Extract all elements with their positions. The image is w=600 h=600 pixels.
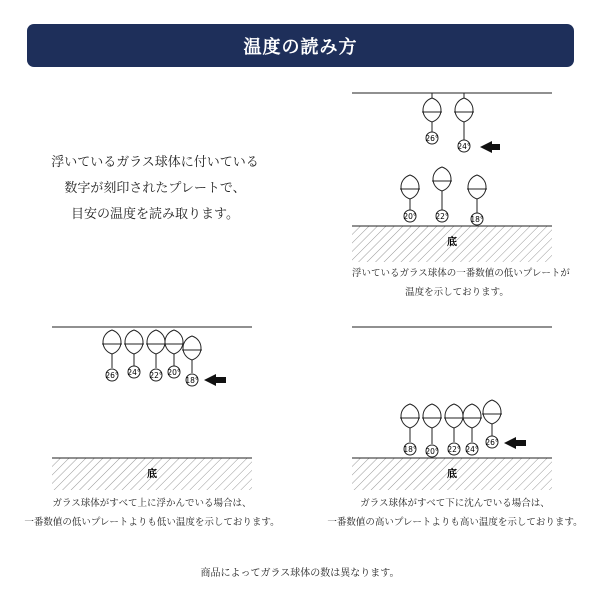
glass-ball [400, 404, 420, 455]
floor-label: 底 [147, 469, 157, 480]
caption-line: 温度を示しております。 [405, 287, 509, 298]
glass-ball [482, 400, 502, 448]
glass-ball [422, 404, 442, 457]
tag-label: 24° [465, 445, 479, 454]
tag-label: 20° [425, 447, 439, 456]
tag-label: 26° [425, 134, 439, 143]
tag-label: 18° [470, 215, 484, 224]
page-title: 温度の読み方 [243, 36, 358, 58]
glass-ball [400, 175, 420, 222]
caption-line: ガラス球体がすべて下に沈んでいる場合は、 [360, 498, 550, 509]
glass-ball [444, 404, 464, 455]
tag-label: 24° [457, 142, 471, 151]
glass-ball [146, 330, 166, 381]
intro-text [20, 150, 290, 228]
intro-line: 数字が刻印されたプレートで、 [64, 181, 246, 196]
tag-label: 22° [435, 212, 449, 221]
glass-ball [454, 93, 474, 152]
glass-ball [102, 330, 122, 381]
glass-ball [467, 175, 487, 225]
glass-ball [124, 330, 144, 378]
tag-label: 18° [403, 445, 417, 454]
diagram-bottom-left [52, 322, 262, 492]
tag-label: 26° [105, 371, 119, 380]
glass-ball [182, 336, 202, 386]
footer-note: 商品によってガラス球体の数は異なります。 [200, 568, 400, 579]
glass-ball [462, 404, 482, 455]
caption-bottom-right [320, 494, 590, 532]
tag-label: 22° [149, 371, 163, 380]
floor-label: 底 [447, 469, 457, 480]
title-banner [27, 24, 574, 67]
indicator-arrow [480, 141, 500, 153]
caption-bottom-left [22, 494, 282, 532]
diagram-bottom-right [352, 322, 562, 492]
tag-label: 18° [185, 376, 199, 385]
tag-label: 26° [485, 438, 499, 447]
glass-ball [422, 93, 442, 144]
diagram-top-right [352, 90, 562, 265]
floor-label: 底 [447, 237, 457, 248]
glass-ball [432, 167, 452, 222]
caption-top-right [352, 264, 570, 302]
caption-line: 一番数値の高いプレートよりも高い温度を示しております。 [327, 517, 583, 528]
intro-line: 浮いているガラス球体に付いている [51, 155, 259, 170]
tag-label: 22° [447, 445, 461, 454]
indicator-arrow [504, 437, 526, 449]
tag-label: 20° [167, 368, 181, 377]
glass-ball [164, 330, 184, 378]
caption-line: 一番数値の低いプレートよりも低い温度を示しております。 [24, 517, 280, 528]
intro-line: 目安の温度を読み取ります。 [71, 207, 239, 222]
caption-line: ガラス球体がすべて上に浮かんでいる場合は、 [52, 498, 252, 509]
indicator-arrow [204, 374, 226, 386]
tag-label: 20° [403, 212, 417, 221]
caption-line: 浮いているガラス球体の一番数値の低いプレートが [352, 268, 570, 279]
tag-label: 24° [127, 368, 141, 377]
